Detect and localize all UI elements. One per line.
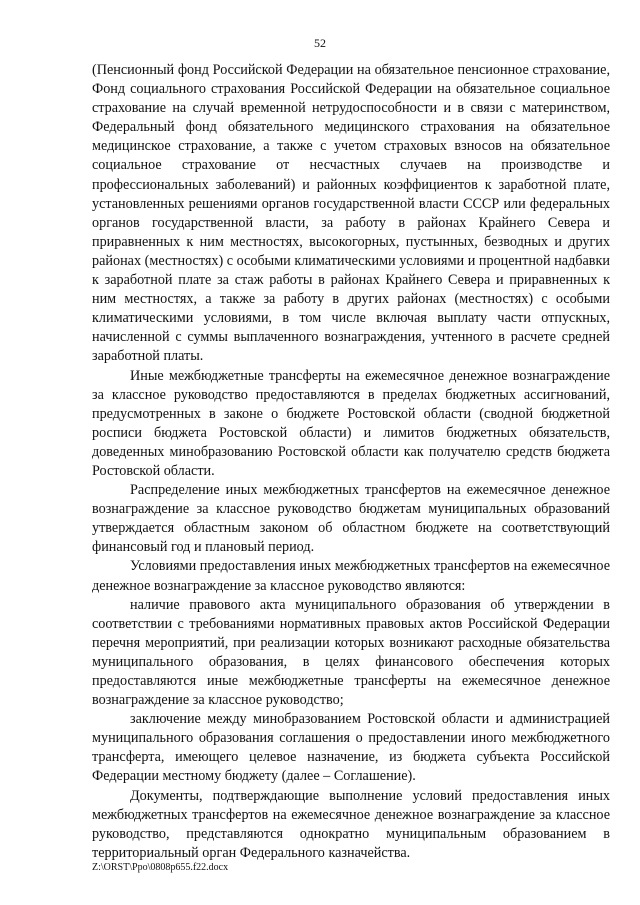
paragraph-2: Иные межбюджетные трансферты на ежемесячное денежное вознаграждение за классное руководство предоставляются в пределах бюджетных ассигнований, предусмотренных в законе о бюджете Ростовской области (сводной бюджетной росписи бюджета Ростовской области) и лимитов бюджетных обязательств, доведенных минобразованию Ростовской области как получателю средств бюджета Ростовской области. [92,367,610,479]
paragraph-1: (Пенсионный фонд Российской Федерации на обязательное пенсионное страхование, Фонд социального страхования Российской Федерации на обязательное социальное страхование на случай временной нетрудоспособности и в связи с материнством, Федеральный фонд обязательного медицинского страхования на обязательное медицинское страхование, а также с учетом страховых взносов на обязательное социальное страхование от несчастных случаев на производстве и профессиональных заболеваний) и районных коэффициентов к заработной плате, установленных решениями органов государственной власти СССР или федеральных органов государственной власти, за работу в районах Крайнего Севера и приравненных к ним местностях, высокогорных, пустынных, безводных и других районах (местностях) с особыми климатическими условиями и процентной надбавки к заработной плате за стаж работы в районах Крайнего Севера и приравненных к ним местностях, а также за работу в других районах (местностях) с особыми климатическими условиями, в том числе включая выплату части отпускных, начисленной с суммы выплаченного вознаграждения, учтенного в расчете средней заработной платы. [92,62,610,365]
paragraph-7: Документы, подтверждающие выполнение условий предоставления иных межбюджетных трансфертов на ежемесячное денежное вознаграждение за классное руководство, представляются однократно муниципальным образованием в территориальный орган Федерального казначейства. [92,787,610,861]
page-number: 52 [314,36,326,50]
paragraph-6: заключение между минобразованием Ростовской области и администрацией муниципального образования соглашения о предоставлении иного межбюджетного трансферта, имеющего целевое назначение, из бюджета субъекта Российской Федерации местному бюджету (далее – Соглашение). [92,711,610,785]
paragraph-5: наличие правового акта муниципального образования об утверждении в соответствии с требованиями нормативных правовых актов Российской Федерации перечня мероприятий, при реализации которых возникают расходные обязательства муниципального образования, в целях финансового обеспечения которых предоставляются иные межбюджетные трансферты на ежемесячное денежное вознаграждение за классное руководство; [92,596,610,709]
paragraph-3: Распределение иных межбюджетных трансфертов на ежемесячное денежное вознаграждение за классное руководство бюджетам муниципальных образований утверждается областным законом об областном бюджете на соответствующий финансовый год и плановый период. [92,482,610,556]
document-body [92,61,610,863]
footer-file-path: Z:\ORST\Ppo\0808p655.f22.docx [92,862,229,873]
paragraph-4: Условиями предоставления иных межбюджетных трансфертов на ежемесячное денежное вознаграждение за классное руководство являются: [92,558,610,594]
